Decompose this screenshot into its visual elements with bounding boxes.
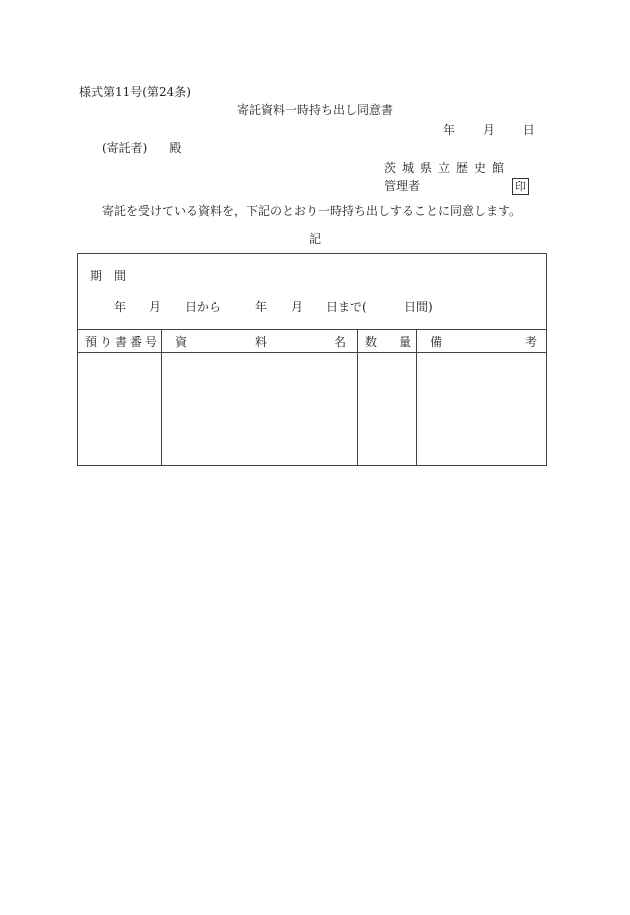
date-day: 日: [522, 123, 535, 137]
header-material-3: 名: [334, 335, 347, 349]
date-year: 年: [443, 123, 456, 137]
ki-heading: 記: [308, 232, 321, 246]
period-label: 期 間: [90, 269, 127, 283]
date-month: 月: [482, 123, 495, 137]
details-table: [77, 253, 547, 466]
document-title: 寄託資料一時持ち出し同意書: [236, 103, 393, 117]
header-bottom-border: [78, 352, 546, 353]
consent-statement: 寄託を受けている資料を，下記のとおり一時持ち出しすることに同意します。: [102, 204, 522, 218]
header-deposit-number: 預り書番号: [85, 335, 161, 349]
column-divider-3: [416, 329, 417, 465]
manager-label: 管理者: [384, 179, 421, 193]
header-top-border: [78, 329, 546, 330]
header-material-2: 料: [255, 335, 268, 349]
period-from-day: 日から: [185, 300, 222, 314]
header-remarks-2: 考: [525, 335, 538, 349]
date-line: [443, 124, 535, 136]
period-from-month: 月: [149, 300, 162, 314]
header-quantity-2: 量: [399, 335, 412, 349]
addressee-line: [102, 142, 181, 154]
period-days: 日間): [404, 300, 433, 314]
column-divider-1: [161, 329, 162, 465]
header-remarks-1: 備: [430, 335, 443, 349]
seal-box: 印: [512, 178, 529, 195]
period-to-day: 日まで(: [326, 300, 367, 314]
header-material-1: 資: [175, 335, 188, 349]
header-quantity-1: 数: [365, 335, 378, 349]
period-to-year: 年: [255, 300, 268, 314]
column-divider-2: [357, 329, 358, 465]
period-to-month: 月: [291, 300, 304, 314]
institution-name: 茨城県立歴史館: [384, 161, 511, 175]
addressee-label: (寄託者): [102, 141, 148, 155]
addressee-honorific: 殿: [169, 141, 182, 155]
form-number: 様式第11号(第24条): [79, 85, 191, 99]
period-from-year: 年: [114, 300, 127, 314]
